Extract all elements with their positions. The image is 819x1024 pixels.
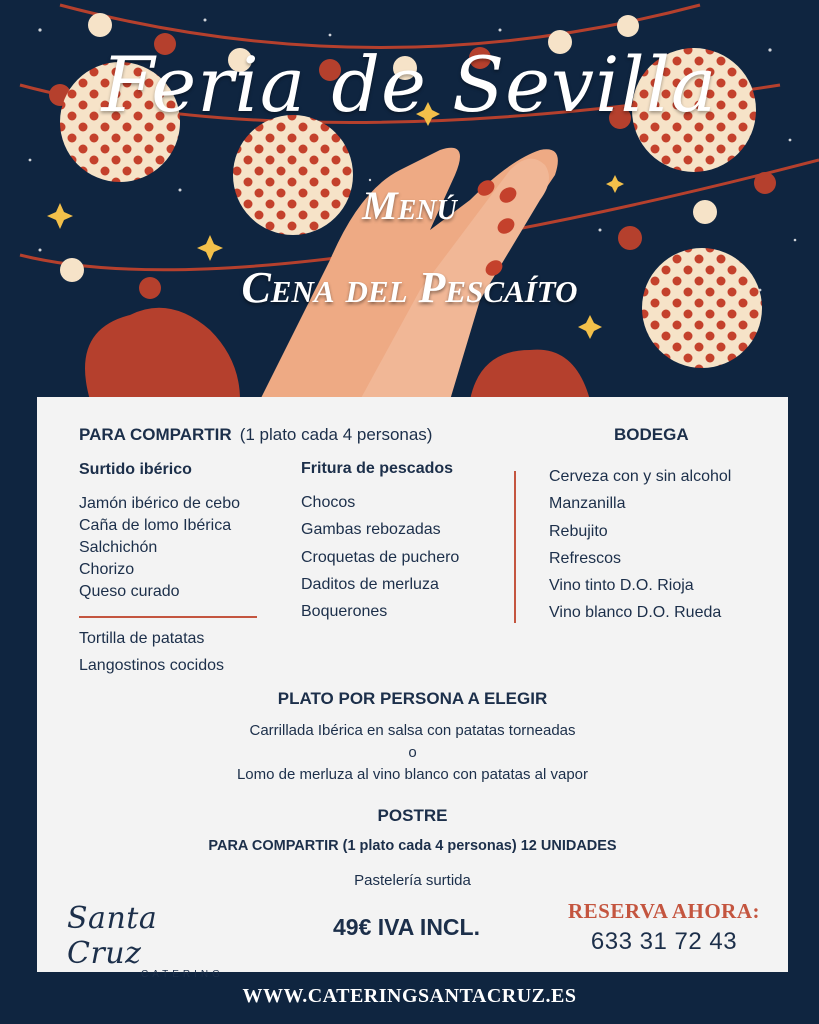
reserve-block: [549, 899, 779, 956]
list-item: Croquetas de puchero: [301, 548, 460, 566]
divider: [79, 616, 257, 618]
fritura-title: Fritura de pescados: [301, 460, 454, 477]
logo-script: Santa Cruz: [67, 901, 158, 971]
share-heading-label: PARA COMPARTIR: [79, 425, 232, 444]
fritura-list: [301, 489, 459, 625]
website-link[interactable]: WWW.CATERINGSANTACRUZ.ES: [242, 985, 577, 1007]
list-item: Rebujito: [549, 522, 608, 540]
extras-list: [79, 625, 224, 680]
vertical-divider: [514, 471, 516, 623]
list-item: Caña de lomo Ibérica: [79, 517, 232, 534]
main-course-option-2: Lomo de merluza al vino blanco con patatas al vapor: [236, 766, 589, 783]
list-item: Boquerones: [301, 603, 388, 621]
main-course-separator: o: [408, 744, 417, 761]
list-item: Cerveza con y sin alcohol: [549, 468, 732, 485]
phone-number[interactable]: 633 31 72 43: [590, 928, 738, 955]
logo-subtitle: CATERING: [141, 969, 224, 980]
list-item: Manzanilla: [549, 495, 626, 513]
list-item: Langostinos cocidos: [79, 657, 224, 675]
list-item: Jamón ibérico de cebo: [79, 495, 240, 512]
event-title: Cena del Pescaíto: [241, 263, 578, 312]
dessert-subtitle: PARA COMPARTIR (1 plato cada 4 personas) 12 UNIDADES: [208, 838, 617, 854]
bodega-list: [549, 463, 731, 627]
bodega-title: BODEGA: [614, 425, 689, 444]
list-item: Tortilla de patatas: [79, 630, 205, 647]
price: 49€ IVA INCL.: [333, 914, 480, 940]
list-item: Vino blanco D.O. Rueda: [549, 604, 722, 622]
list-item: Gambas rebozadas: [301, 521, 441, 539]
share-heading-note: (1 plato cada 4 personas): [239, 425, 433, 444]
list-item: Chocos: [301, 494, 356, 511]
list-item: Salchichón: [79, 539, 158, 556]
share-heading: [79, 425, 432, 445]
menu-card: [37, 397, 788, 980]
iberico-title: Surtido ibérico: [79, 461, 192, 478]
list-item: Vino tinto D.O. Rioja: [549, 577, 694, 595]
dessert-item: Pastelería surtida: [354, 872, 471, 889]
iberico-list: [79, 493, 240, 603]
list-item: Queso curado: [79, 583, 180, 600]
list-item: Daditos de merluza: [301, 575, 439, 593]
santa-cruz-logo: [67, 901, 237, 980]
feria-title: Feria de Sevilla: [101, 40, 718, 129]
list-item: Chorizo: [79, 561, 135, 578]
reserve-label: RESERVA AHORA:: [567, 899, 760, 923]
main-course-title: PLATO POR PERSONA A ELEGIR: [277, 689, 548, 708]
main-course-option-1: Carrillada Ibérica en salsa con patatas torneadas: [249, 722, 576, 739]
menu-title: Menú: [362, 183, 457, 228]
list-item: Refrescos: [549, 549, 622, 567]
dessert-title: POSTRE: [377, 806, 448, 825]
